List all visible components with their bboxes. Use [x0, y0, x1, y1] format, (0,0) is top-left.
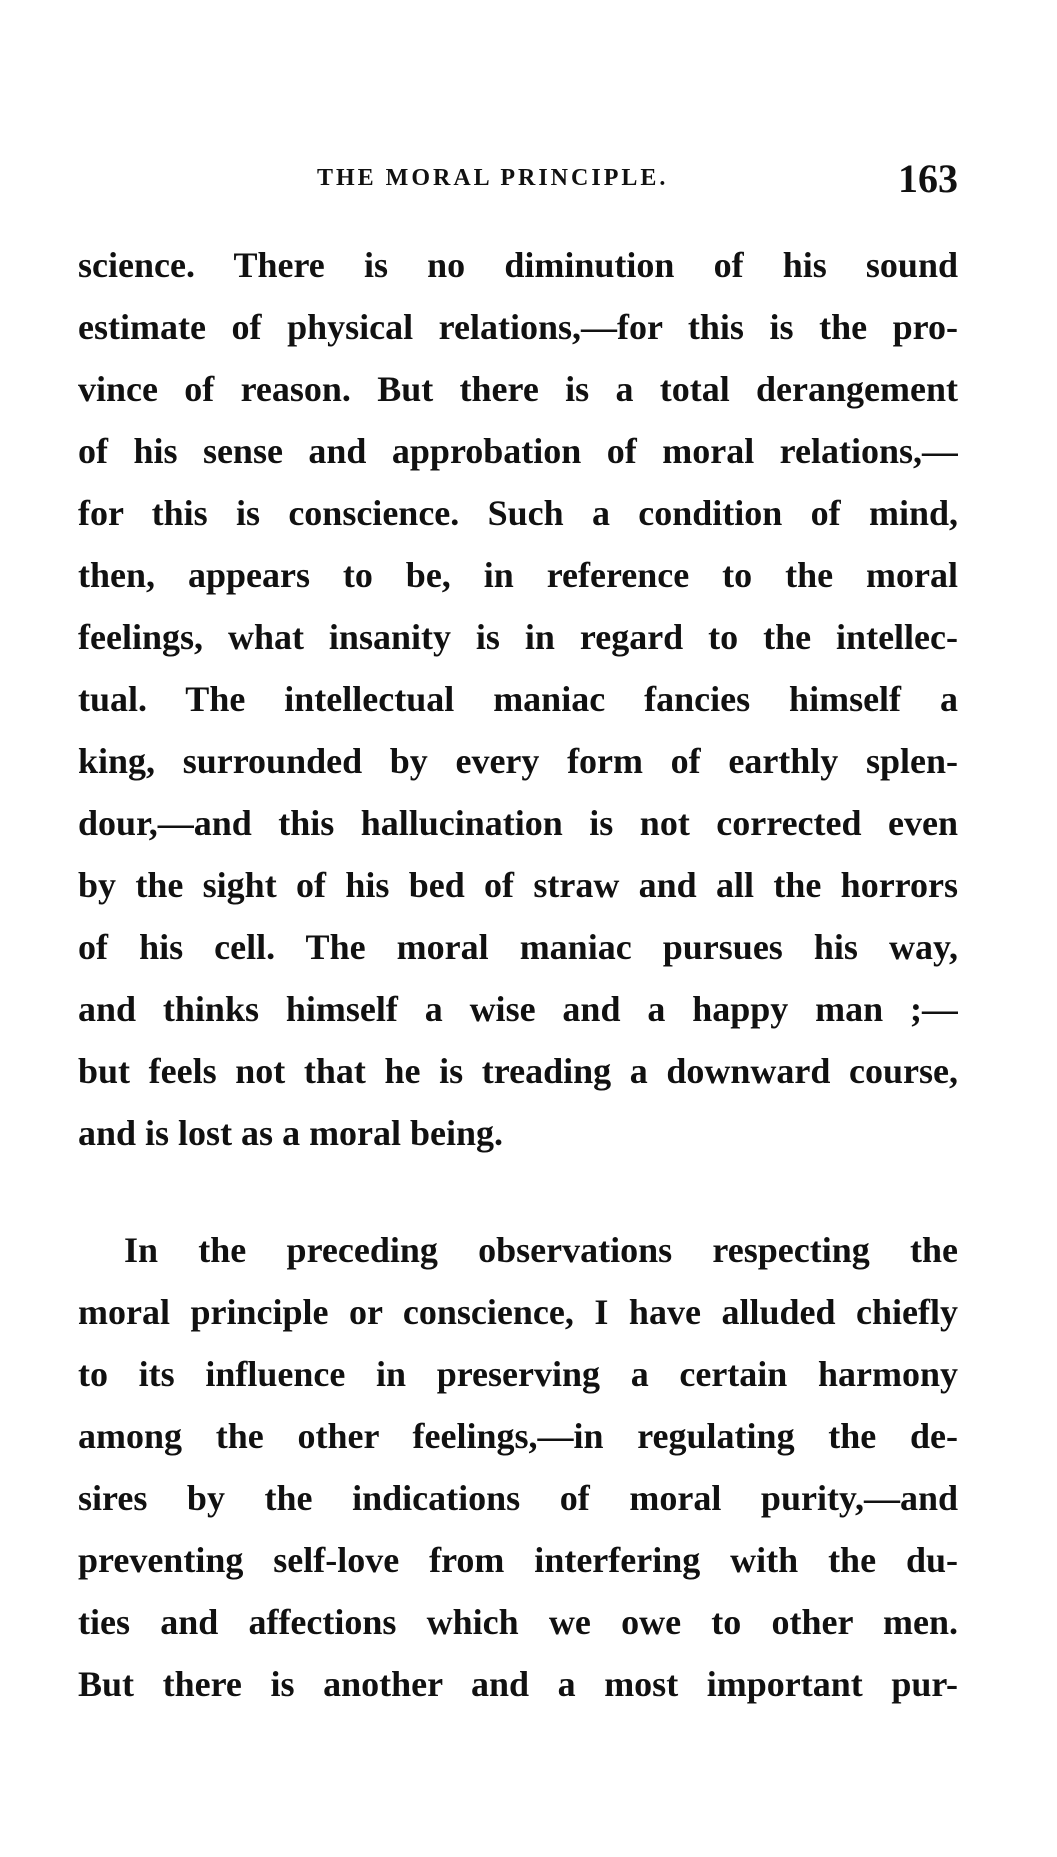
- running-head: [78, 155, 958, 205]
- text-line: and thinks himself a wise and a happy man ;—: [78, 989, 958, 1029]
- text-line: sires by the indications of moral purity,—and: [78, 1478, 958, 1518]
- text-line: estimate of physical relations,—for this is the pro-: [78, 307, 958, 347]
- text-line: king, surrounded by every form of earthly splen-: [78, 741, 958, 781]
- running-title: THE MORAL PRINCIPLE.: [317, 165, 669, 191]
- text-line: to its influence in preserving a certain harmony: [78, 1354, 958, 1394]
- text-line: vince of reason. But there is a total derangement: [78, 369, 958, 409]
- text-line: ties and affections which we owe to other men.: [78, 1602, 958, 1642]
- text-line: of his sense and approbation of moral relations,—: [78, 431, 958, 471]
- text-line: In the preceding observations respecting the: [124, 1230, 958, 1270]
- text-line: tual. The intellectual maniac fancies himself a: [78, 679, 958, 719]
- text-line: and is lost as a moral being.: [78, 1113, 504, 1153]
- text-line: among the other feelings,—in regulating the de-: [78, 1416, 958, 1456]
- text-line: for this is conscience. Such a condition of mind,: [78, 493, 958, 533]
- text-line: but feels not that he is treading a downward course,: [78, 1051, 958, 1091]
- paragraph-2: [78, 1219, 958, 1715]
- text-line: dour,—and this hallucination is not corrected even: [78, 803, 958, 843]
- text-line: preventing self-love from interfering with the du-: [78, 1540, 958, 1580]
- text-line: science. There is no diminution of his sound: [78, 245, 958, 285]
- text-line: But there is another and a most important pur-: [78, 1664, 958, 1704]
- text-line: by the sight of his bed of straw and all the horrors: [78, 865, 958, 905]
- text-line: of his cell. The moral maniac pursues his way,: [78, 927, 958, 967]
- text-line: moral principle or conscience, I have alluded chiefly: [78, 1292, 958, 1332]
- text-line: feelings, what insanity is in regard to the intellec-: [78, 617, 958, 657]
- paragraph-1: [78, 234, 958, 1164]
- text-line: then, appears to be, in reference to the moral: [78, 555, 958, 595]
- page-number: 163: [898, 156, 958, 201]
